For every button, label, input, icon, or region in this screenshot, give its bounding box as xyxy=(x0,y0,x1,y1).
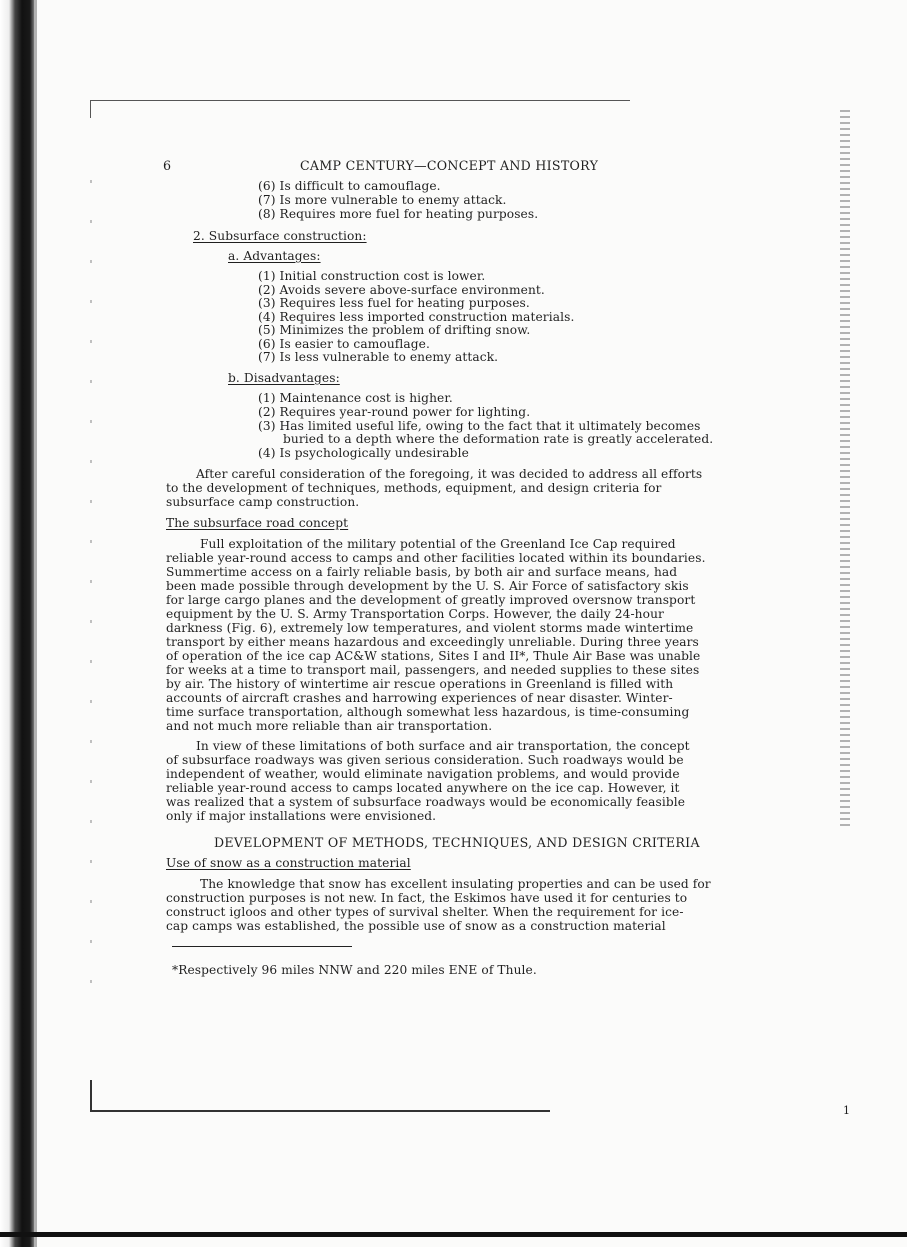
paragraph-line: independent of weather, would eliminate navigation problems, and would provide xyxy=(166,767,680,781)
paragraph-line: been made possible through development by the U. S. Air Force of satisfactory skis xyxy=(166,579,689,593)
snow-heading: Use of snow as a construction material xyxy=(166,856,411,870)
list-item: (4) Is psychologically undesirable xyxy=(258,446,469,460)
advantages-heading: a. Advantages: xyxy=(228,249,321,263)
paragraph-line: equipment by the U. S. Army Transportation Corps. However, the daily 24-hour xyxy=(166,607,664,621)
list-item: (1) Maintenance cost is higher. xyxy=(258,391,453,405)
page-number: 6 xyxy=(163,158,172,173)
margin-mark: 1 xyxy=(843,1104,851,1117)
paragraph-line: to the development of techniques, methods, equipment, and design criteria for xyxy=(166,481,662,495)
paragraph-line: for large cargo planes and the development of greatly improved oversnow transport xyxy=(166,593,696,607)
list-item: (5) Minimizes the problem of drifting snow. xyxy=(258,323,531,337)
paragraph-line: time surface transportation, although somewhat less hazardous, is time-consuming xyxy=(166,705,690,719)
list-item: (3) Has limited useful life, owing to the fact that it ultimately becomes xyxy=(258,419,701,433)
frame-bottom-tick xyxy=(90,1080,92,1110)
paragraph-line: The knowledge that snow has excellent insulating properties and can be used for xyxy=(200,877,711,891)
paragraph-line: transport by either means hazardous and exceedingly unreliable. During three years xyxy=(166,635,699,649)
paragraph-line: of operation of the ice cap AC&W stations, Sites I and II*, Thule Air Base was unable xyxy=(166,649,701,663)
paragraph-line: subsurface camp construction. xyxy=(166,495,360,509)
paragraph-line: In view of these limitations of both surface and air transportation, the concept xyxy=(196,739,690,753)
list-item: (4) Requires less imported construction materials. xyxy=(258,310,575,324)
list-item: (6) Is easier to camouflage. xyxy=(258,337,430,351)
paragraph-line: construction purposes is not new. In fact, the Eskimos have used it for centuries to xyxy=(166,891,688,905)
paragraph-line: only if major installations were envisioned. xyxy=(166,809,437,823)
right-edge-strip xyxy=(840,110,850,830)
frame-top-line xyxy=(90,100,630,101)
binding-shadow xyxy=(0,0,34,1247)
paragraph-line: cap camps was established, the possible use of snow as a construction material xyxy=(166,919,666,933)
paragraph-line: for weeks at a time to transport mail, passengers, and needed supplies to these sites xyxy=(166,663,700,677)
footnote-rule xyxy=(172,946,352,947)
scan-bottom-edge xyxy=(0,1232,907,1237)
list-item: (8) Requires more fuel for heating purposes. xyxy=(258,207,539,221)
paragraph-line: darkness (Fig. 6), extremely low temperatures, and violent storms made wintertime xyxy=(166,621,694,635)
paragraph-line: was realized that a system of subsurface roadways would be economically feasible xyxy=(166,795,686,809)
frame-top-tick xyxy=(90,100,91,118)
paragraph-line: Full exploitation of the military potential of the Greenland Ice Cap required xyxy=(200,537,676,551)
paragraph-line: construct igloos and other types of survival shelter. When the requirement for ice- xyxy=(166,905,684,919)
list-item: (7) Is more vulnerable to enemy attack. xyxy=(258,193,507,207)
list-item-continuation: buried to a depth where the deformation rate is greatly accelerated. xyxy=(283,432,714,446)
list-item: (6) Is difficult to camouflage. xyxy=(258,179,441,193)
paragraph-line: accounts of aircraft crashes and harrowing experiences of near disaster. Winter- xyxy=(166,691,673,705)
list-item: (2) Requires year-round power for lighting. xyxy=(258,405,531,419)
road-concept-heading: The subsurface road concept xyxy=(166,516,349,530)
list-item: (3) Requires less fuel for heating purposes. xyxy=(258,296,530,310)
section-heading: DEVELOPMENT OF METHODS, TECHNIQUES, AND DESIGN CRITERIA xyxy=(214,835,700,850)
left-margin-dots xyxy=(90,180,92,1010)
paragraph-line: of subsurface roadways was given serious consideration. Such roadways would be xyxy=(166,753,684,767)
binding-edge xyxy=(34,0,37,1247)
paragraph-line: and not much more reliable than air transportation. xyxy=(166,719,493,733)
footnote: *Respectively 96 miles NNW and 220 miles ENE of Thule. xyxy=(172,963,537,977)
paragraph-line: Summertime access on a fairly reliable basis, by both air and surface means, had xyxy=(166,565,678,579)
subsurface-heading: 2. Subsurface construction: xyxy=(193,229,367,243)
list-item: (1) Initial construction cost is lower. xyxy=(258,269,486,283)
paragraph-line: reliable year-round access to camps and other facilities located within its boundaries. xyxy=(166,551,706,565)
list-item: (2) Avoids severe above-surface environment. xyxy=(258,283,545,297)
paragraph-line: After careful consideration of the foregoing, it was decided to address all efforts xyxy=(196,467,703,481)
disadvantages-heading: b. Disadvantages: xyxy=(228,371,340,385)
running-title: CAMP CENTURY—CONCEPT AND HISTORY xyxy=(300,158,599,173)
frame-bottom-line xyxy=(90,1110,550,1112)
paragraph-line: by air. The history of wintertime air rescue operations in Greenland is filled with xyxy=(166,677,674,691)
paragraph-line: reliable year-round access to camps located anywhere on the ice cap. However, it xyxy=(166,781,680,795)
list-item: (7) Is less vulnerable to enemy attack. xyxy=(258,350,499,364)
